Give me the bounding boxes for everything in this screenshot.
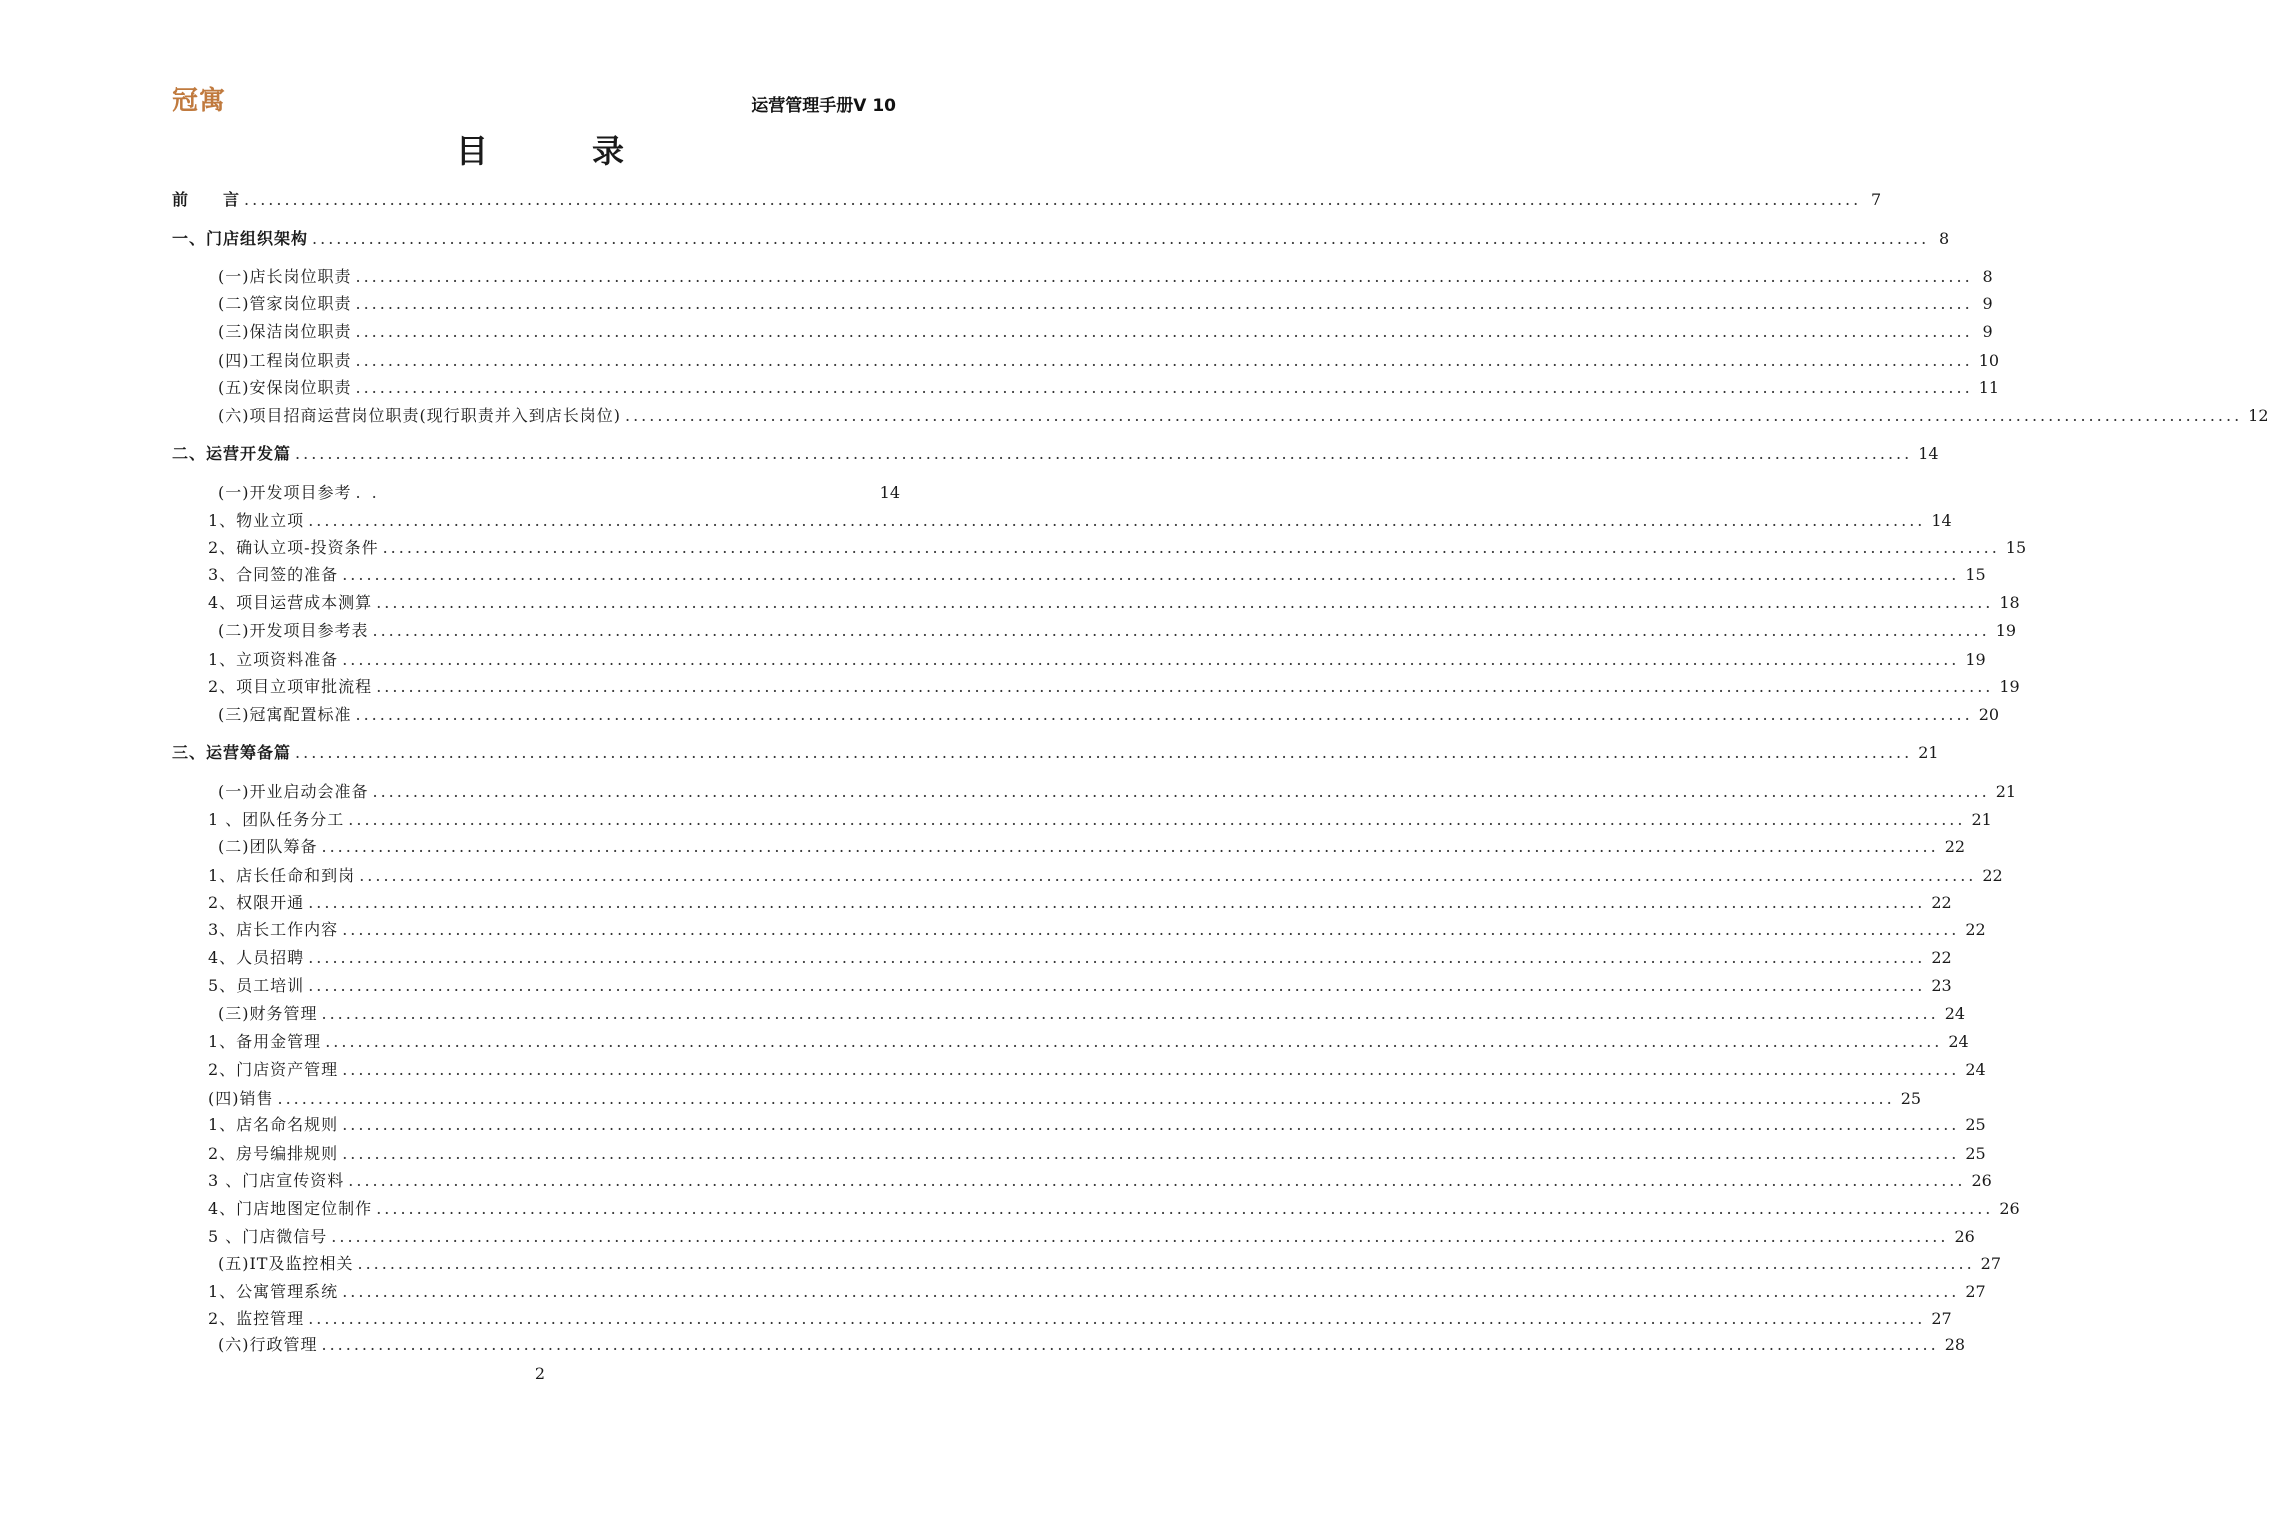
- toc-entry-label: (二)开发项目参考表: [218, 621, 369, 640]
- toc-entry-page: 27: [1931, 1309, 1952, 1328]
- toc-entry-label: 2、门店资产管理: [208, 1060, 339, 1079]
- toc-entry[interactable]: [208, 1113, 1986, 1137]
- toc-entry[interactable]: [208, 946, 1952, 970]
- toc-entry-leader: ........................................................................................................................................................................................................: [372, 621, 1990, 640]
- toc-entry-page: 21: [1995, 782, 2017, 801]
- toc-entry[interactable]: [172, 188, 1882, 212]
- toc-entry-leader: ........................................................................................................................................................................................................: [342, 650, 1960, 669]
- toc-entry-label: 4、门店地图定位制作: [208, 1199, 373, 1218]
- toc-entry-page: 22: [1965, 920, 1986, 939]
- toc-entry-leader: ........................................................................................................................................................................................................: [359, 866, 1977, 885]
- toc-entry-page: 26: [1999, 1199, 2020, 1218]
- toc-entry-page: 24: [1944, 1004, 1966, 1023]
- toc-entry-page: 14: [1931, 511, 1952, 530]
- toc-entry[interactable]: [208, 1169, 1992, 1193]
- toc-entry-label: (一)开发项目参考: [218, 483, 352, 502]
- toc-entry-page: 19: [1999, 677, 2020, 696]
- toc-entry-page: 22: [1944, 837, 1966, 856]
- toc-entry-page: 8: [1939, 229, 1950, 248]
- toc-entry-label: 4、项目运营成本测算: [208, 593, 373, 612]
- toc-entry[interactable]: [208, 563, 1986, 587]
- toc-entry[interactable]: [208, 1087, 1922, 1111]
- toc-entry-page: 25: [1965, 1115, 1986, 1134]
- toc-entry[interactable]: [218, 1002, 1966, 1026]
- toc-entry-page: 19: [1965, 650, 1986, 669]
- toc-entry-leader: ........................................................................................................................................................................................................: [308, 976, 1926, 995]
- toc-entry-label: 1、物业立项: [208, 511, 305, 530]
- toc-entry[interactable]: [218, 320, 1993, 344]
- toc-entry-label: (一)开业启动会准备: [218, 782, 369, 801]
- toc-title: 目 录: [455, 132, 660, 170]
- toc-entry-leader: ........................................................................................................................................................................................................: [321, 1335, 1939, 1354]
- toc-entry-leader: ........................................................................................................................................................................................................: [308, 948, 1926, 967]
- toc-entry-label: 3、店长工作内容: [208, 920, 339, 939]
- toc-entry-leader: . .: [355, 483, 380, 502]
- toc-entry-leader: ........................................................................................................................................................................................................: [355, 294, 1973, 313]
- toc-entry[interactable]: [172, 442, 1939, 466]
- toc-entry[interactable]: [208, 1197, 2020, 1221]
- toc-entry[interactable]: [208, 918, 1986, 942]
- toc-entry-page: 9: [1982, 294, 1993, 313]
- toc-entry-leader: ........................................................................................................................................................................................................: [342, 1060, 1960, 1079]
- toc-entry-label: 1、店名命名规则: [208, 1115, 339, 1134]
- toc-entry-page: 21: [1971, 810, 1992, 829]
- toc-entry-label: 前 言: [172, 190, 241, 209]
- toc-entry-leader: ........................................................................................................................................................................................................: [376, 677, 1994, 696]
- toc-entry[interactable]: [208, 1142, 1986, 1166]
- toc-entry[interactable]: [208, 1280, 1986, 1304]
- toc-entry-leader: ........................................................................................................................................................................................................: [355, 705, 1973, 724]
- toc-entry-leader: ........................................................................................................................................................................................................: [325, 1032, 1943, 1051]
- toc-entry-label: 3、合同签的准备: [208, 565, 339, 584]
- toc-entry[interactable]: [208, 536, 2027, 560]
- toc-entry-page: 14: [1918, 444, 1939, 463]
- toc-entry[interactable]: [208, 1225, 1975, 1249]
- toc-entry[interactable]: [218, 292, 1993, 316]
- toc-entry[interactable]: [208, 675, 2020, 699]
- toc-entry[interactable]: [218, 619, 2017, 643]
- toc-entry[interactable]: [218, 835, 1966, 859]
- toc-entry-page: 28: [1944, 1335, 1966, 1354]
- toc-entry[interactable]: [208, 648, 1986, 672]
- toc-entry-leader: ........................................................................................................................................................................................................: [244, 190, 1862, 209]
- toc-entry-label: 二、运营开发篇: [172, 444, 292, 463]
- toc-entry-label: 1、店长任命和到岗: [208, 866, 356, 885]
- toc-entry-label: 5 、门店微信号: [208, 1227, 328, 1246]
- toc-entry-leader: ........................................................................................................................................................................................................: [308, 893, 1926, 912]
- toc-entry-page: 15: [1965, 565, 1986, 584]
- toc-entry-leader: ........................................................................................................................................................................................................: [342, 565, 1960, 584]
- toc-entry-label: 三、运营筹备篇: [172, 743, 292, 762]
- toc-entry-label: 2、确认立项-投资条件: [208, 538, 379, 557]
- brand-logo-text: 冠寓: [172, 86, 227, 116]
- manual-title: 运营管理手册V 10: [751, 96, 896, 116]
- toc-entry[interactable]: [208, 509, 1952, 533]
- toc-entry-page: 25: [1900, 1089, 1922, 1108]
- toc-entry[interactable]: [208, 1030, 1969, 1054]
- toc-entry-leader: ........................................................................................................................................................................................................: [376, 593, 1994, 612]
- toc-entry-label: (四)销售: [208, 1089, 274, 1108]
- toc-entry-leader: ........................................................................................................................................................................................................: [355, 378, 1973, 397]
- toc-entry[interactable]: [208, 591, 2020, 615]
- toc-entry[interactable]: [218, 780, 2017, 804]
- toc-entry-leader: ........................................................................................................................................................................................................: [342, 1115, 1960, 1134]
- toc-entry-leader: ........................................................................................................................................................................................................: [355, 351, 1973, 370]
- toc-entry-label: (四)工程岗位职责: [218, 351, 352, 370]
- toc-entry-leader: ........................................................................................................................................................................................................: [308, 511, 1926, 530]
- toc-entry-page: 24: [1965, 1060, 1986, 1079]
- toc-entry-label: 1 、团队任务分工: [208, 810, 345, 829]
- toc-entry[interactable]: [208, 864, 2003, 888]
- toc-entry-label: (一)店长岗位职责: [218, 267, 352, 286]
- toc-entry[interactable]: [218, 404, 2269, 428]
- toc-entry[interactable]: [218, 703, 2000, 727]
- toc-entry-label: (五)IT及监控相关: [218, 1254, 354, 1273]
- toc-entry-label: (六)行政管理: [218, 1335, 318, 1354]
- toc-entry-label: (三)冠寓配置标准: [218, 705, 352, 724]
- toc-entry-page: 14: [879, 483, 900, 502]
- toc-entry[interactable]: [218, 265, 1993, 289]
- page-number: 2: [534, 1364, 546, 1383]
- toc-entry-page: 24: [1948, 1032, 1969, 1051]
- toc-entry-leader: ........................................................................................................................................................................................................: [376, 1199, 1994, 1218]
- toc-entry-page: 22: [1931, 948, 1952, 967]
- toc-entry-label: 2、权限开通: [208, 893, 305, 912]
- toc-entry[interactable]: [218, 376, 2000, 400]
- toc-entry-label: 3 、门店宣传资料: [208, 1171, 345, 1190]
- toc-entry-leader: ........................................................................................................................................................................................................: [382, 538, 2000, 557]
- toc-entry-label: 1、公寓管理系统: [208, 1282, 339, 1301]
- toc-entry-page: 23: [1931, 976, 1952, 995]
- toc-entry[interactable]: [172, 741, 1939, 765]
- toc-entry-leader: ........................................................................................................................................................................................................: [372, 782, 1990, 801]
- toc-entry-page: 10: [1978, 351, 2000, 370]
- toc-entry-label: (五)安保岗位职责: [218, 378, 352, 397]
- toc-entry[interactable]: [218, 349, 2000, 373]
- toc-entry-page: 19: [1995, 621, 2017, 640]
- toc-entry-leader: ........................................................................................................................................................................................................: [321, 1004, 1939, 1023]
- toc-entry-page: 11: [1978, 378, 2000, 397]
- toc-entry-page: 25: [1965, 1144, 1986, 1163]
- toc-entry-leader: ........................................................................................................................................................................................................: [331, 1227, 1949, 1246]
- toc-entry-label: 4、人员招聘: [208, 948, 305, 967]
- toc-entry-leader: ........................................................................................................................................................................................................: [348, 810, 1966, 829]
- toc-entry[interactable]: [208, 1307, 1952, 1331]
- toc-entry[interactable]: [218, 1252, 2002, 1276]
- toc-entry-leader: ........................................................................................................................................................................................................: [357, 1254, 1975, 1273]
- toc-entry-leader: ........................................................................................................................................................................................................: [308, 1309, 1926, 1328]
- toc-entry-leader: ........................................................................................................................................................................................................: [321, 837, 1939, 856]
- toc-entry-page: 20: [1978, 705, 2000, 724]
- toc-entry-page: 27: [1980, 1254, 2002, 1273]
- toc-entry-page: 18: [1999, 593, 2020, 612]
- toc-entry[interactable]: [218, 481, 900, 505]
- toc-entry-label: (三)保洁岗位职责: [218, 322, 352, 341]
- toc-entry-label: (二)管家岗位职责: [218, 294, 352, 313]
- toc-entry-label: 5、员工培训: [208, 976, 305, 995]
- toc-entry-leader: ........................................................................................................................................................................................................: [312, 229, 1930, 248]
- toc-entry[interactable]: [172, 227, 1950, 251]
- toc-entry-page: 7: [1871, 190, 1882, 209]
- toc-entry-page: 22: [1931, 893, 1952, 912]
- toc-entry-page: 12: [2248, 406, 2269, 425]
- toc-entry-page: 22: [1982, 866, 2003, 885]
- toc-entry-label: 一、门店组织架构: [172, 229, 309, 248]
- toc-entry-leader: ........................................................................................................................................................................................................: [624, 406, 2243, 425]
- toc-entry-page: 8: [1982, 267, 1993, 286]
- toc-entry-label: (二)团队筹备: [218, 837, 318, 856]
- toc-entry[interactable]: [218, 1333, 1966, 1357]
- toc-entry-page: 15: [2005, 538, 2027, 557]
- toc-entry-leader: ........................................................................................................................................................................................................: [355, 267, 1973, 286]
- toc-entry-label: (三)财务管理: [218, 1004, 318, 1023]
- toc-entry-leader: ........................................................................................................................................................................................................: [355, 322, 1973, 341]
- toc-entry-label: 1、备用金管理: [208, 1032, 322, 1051]
- toc-entry[interactable]: [208, 891, 1952, 915]
- toc-entry-page: 27: [1965, 1282, 1986, 1301]
- toc-entry-leader: ........................................................................................................................................................................................................: [295, 743, 1913, 762]
- toc-entry-label: 2、项目立项审批流程: [208, 677, 373, 696]
- toc-entry-page: 21: [1918, 743, 1939, 762]
- toc-entry-label: (六)项目招商运营岗位职责(现行职责并入到店长岗位): [218, 406, 621, 425]
- toc-entry-page: 26: [1971, 1171, 1992, 1190]
- toc-entry-leader: ........................................................................................................................................................................................................: [342, 1144, 1960, 1163]
- toc-entry-label: 1、立项资料准备: [208, 650, 339, 669]
- toc-entry-leader: ........................................................................................................................................................................................................: [295, 444, 1913, 463]
- toc-entry-label: 2、房号编排规则: [208, 1144, 339, 1163]
- toc-entry-label: 2、监控管理: [208, 1309, 305, 1328]
- toc-entry-leader: ........................................................................................................................................................................................................: [342, 1282, 1960, 1301]
- toc-entry-page: 9: [1982, 322, 1993, 341]
- toc-entry[interactable]: [208, 974, 1952, 998]
- toc-entry-page: 26: [1954, 1227, 1975, 1246]
- toc-entry[interactable]: [208, 808, 1992, 832]
- toc-entry-leader: ........................................................................................................................................................................................................: [342, 920, 1960, 939]
- toc-entry[interactable]: [208, 1058, 1986, 1082]
- toc-entry-leader: ........................................................................................................................................................................................................: [348, 1171, 1966, 1190]
- toc-entry-leader: ........................................................................................................................................................................................................: [277, 1089, 1895, 1108]
